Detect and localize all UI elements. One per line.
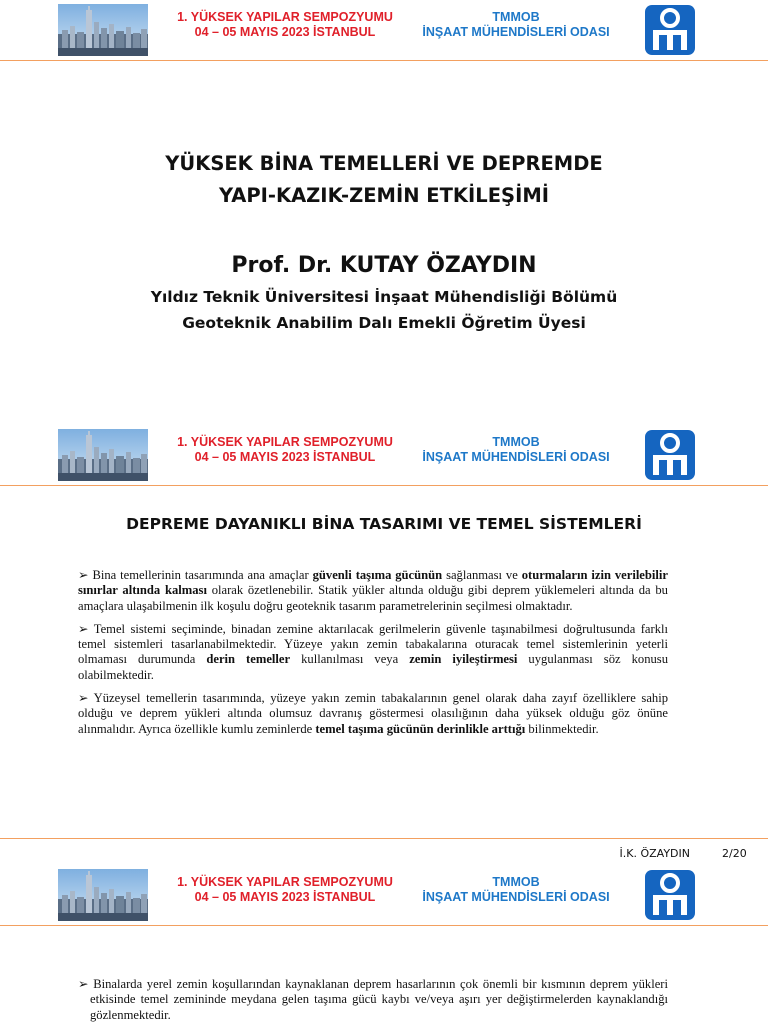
text-run: ➢ Temel sistemi seçiminde, binadan zemine aktarılacak gerilmelerin güvenle taşınabilmesi doğrultusunda farklı temel sistemleri tasarlanabilmektedir. Yüzeye yakın zemin tabakalarına oturacak temel sistemlerinin yeterli olmaması durumunda	[78, 621, 668, 667]
organization-name	[408, 435, 624, 465]
affiliation-line-1: Yıldız Teknik Üniversitesi İnşaat Mühendisliği Bölümü	[150, 288, 618, 306]
header-divider	[0, 60, 768, 61]
conference-date: 04 – 05 MAYIS 2023 İSTANBUL	[194, 450, 376, 464]
bullet-paragraph	[78, 691, 668, 737]
org-line-1: TMMOB	[492, 875, 540, 889]
organization-name	[408, 875, 624, 905]
conference-name: 1. YÜKSEK YAPILAR SEMPOZYUMU	[177, 875, 393, 889]
header-divider	[0, 925, 768, 926]
conference-title	[160, 875, 410, 905]
slide-header	[0, 865, 768, 927]
author-affiliation	[0, 284, 768, 336]
city-skyline-image	[58, 869, 148, 921]
text-run: olarak özetlenebilir. Statik yükler altında olduğu gibi deprem yüklemeleri altında da bu amaçlara ulaşabilmenin ilk koşulu doğru geoteknik tasarım parametrelerinin seçilmesi olmaktadır.	[78, 583, 668, 613]
conference-name: 1. YÜKSEK YAPILAR SEMPOZYUMU	[177, 10, 393, 24]
text-run: ➢ Yüzeysel temellerin tasarımında, yüzeye yakın zemin tabakalarının genel olarak daha zayıf özelliklere sahip olduğu ve deprem yükleri altında olumsuz davranış göstermesi olasılığının daha yüksek olduğu göz önüne alınmalıdır. Ayrıca özellikle kumlu zeminlerde	[78, 691, 668, 736]
title-line-2: YAPI-KAZIK-ZEMİN ETKİLEŞİMİ	[218, 184, 549, 207]
slide-header	[0, 425, 768, 487]
conference-title	[160, 435, 410, 465]
conference-date: 04 – 05 MAYIS 2023 İSTANBUL	[194, 25, 376, 39]
bold-run: oturmaların izin verilebilir sınırlar altında kalması	[78, 568, 668, 598]
org-line-2: İNŞAAT MÜHENDİSLERİ ODASI	[422, 25, 610, 39]
bullet-paragraph: ➢ Binalarda yerel zemin koşullarından kaynaklanan deprem hasarlarının çok önemli bir kısmının deprem yükleri etkisinde temel zemininde meydana gelen taşıma gücü kaybı ve/veya aşırı yer değiştirmelerden kaynaklandığı gözlenmektedir.	[78, 977, 668, 1022]
affiliation-line-2: Geoteknik Anabilim Dalı Emekli Öğretim Üyesi	[182, 314, 586, 332]
text-run: bilinmektedir.	[525, 721, 599, 736]
imo-logo	[643, 3, 697, 57]
slide-title: DEPREME DAYANIKLI BİNA TASARIMI VE TEMEL SİSTEMLERİ	[126, 515, 642, 533]
header-divider	[0, 485, 768, 486]
organization-name	[408, 10, 624, 40]
bold-run: temel taşıma gücünün derinlikle arttığı	[315, 721, 526, 736]
title-line-1: YÜKSEK BİNA TEMELLERİ VE DEPREMDE	[165, 152, 603, 175]
bold-run: derin temeller	[206, 652, 291, 667]
city-skyline-image	[58, 4, 148, 56]
slide-header	[0, 0, 768, 62]
slide-1	[0, 0, 768, 425]
imo-logo	[643, 428, 697, 482]
slide-body	[78, 568, 668, 745]
text-run: uygulanması söz konusu olabilmektedir.	[78, 652, 668, 682]
org-line-2: İNŞAAT MÜHENDİSLERİ ODASI	[422, 890, 610, 904]
conference-date: 04 – 05 MAYIS 2023 İSTANBUL	[194, 890, 376, 904]
presentation-title	[0, 148, 768, 212]
slide-3	[0, 865, 768, 1024]
slide-2	[0, 425, 768, 865]
footer-divider	[0, 838, 768, 839]
bullet-paragraph	[78, 622, 668, 683]
bold-run: zemin iyileştirmesi	[409, 652, 518, 667]
text-run: sağlanması ve	[442, 568, 522, 582]
footer-author: İ.K. ÖZAYDIN	[619, 847, 690, 860]
bold-run: güvenli taşıma gücünün	[312, 568, 443, 582]
slide-body	[78, 977, 668, 1023]
org-line-1: TMMOB	[492, 10, 540, 24]
page-number: 2/20	[722, 847, 747, 860]
conference-title	[160, 10, 410, 40]
text-run: kullanılması veya	[290, 652, 410, 667]
author-name: Prof. Dr. KUTAY ÖZAYDIN	[231, 253, 537, 278]
conference-name: 1. YÜKSEK YAPILAR SEMPOZYUMU	[177, 435, 393, 449]
org-line-2: İNŞAAT MÜHENDİSLERİ ODASI	[422, 450, 610, 464]
text-run: ➢ Bina temellerinin tasarımında ana amaçlar	[78, 568, 313, 582]
city-skyline-image	[58, 429, 148, 481]
imo-logo	[643, 868, 697, 922]
org-line-1: TMMOB	[492, 435, 540, 449]
bullet-paragraph	[78, 568, 668, 614]
